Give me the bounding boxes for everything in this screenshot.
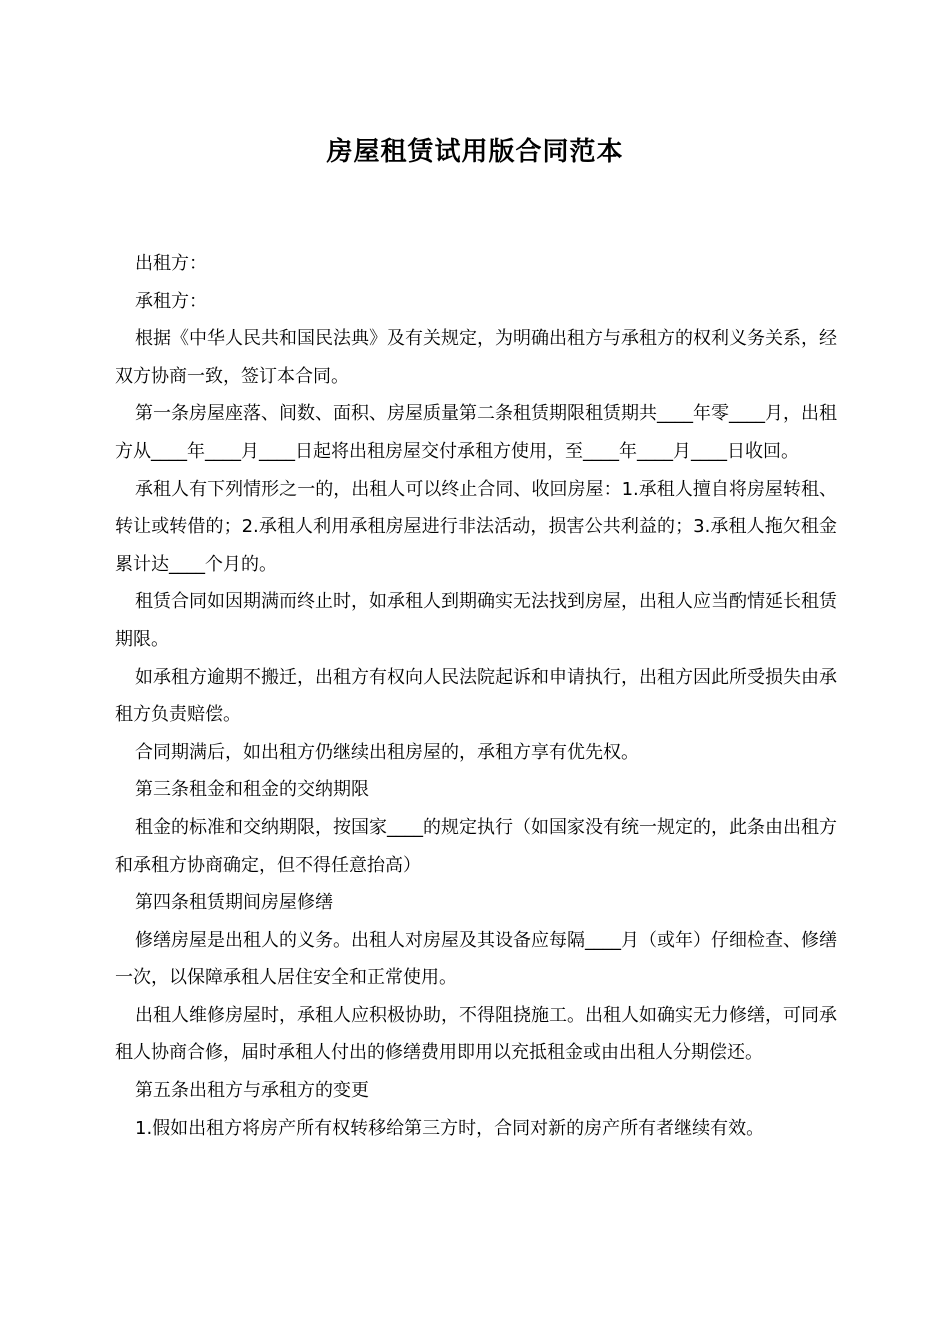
document-body [115, 245, 837, 1147]
extension-paragraph: 租赁合同如因期满而终止时，如承租人到期确实无法找到房屋，出租人应当酌情延长租赁期限。 [115, 591, 837, 650]
ownership-transfer-paragraph: 1.假如出租方将房产所有权转移给第三方时，合同对新的房产所有者继续有效。 [135, 1117, 765, 1139]
rent-standard-paragraph: 租金的标准和交纳期限，按国家____的规定执行（如国家没有统一规定的，此条由出租方和承租方协商确定，但不得任意抬高） [115, 816, 837, 876]
preamble-paragraph: 根据《中华人民共和国民法典》及有关规定，为明确出租方与承租方的权利义务关系，经双方协商一致，签订本合同。 [115, 328, 837, 387]
article-3-heading: 第三条租金和租金的交纳期限 [135, 779, 369, 801]
document-title: 房屋租赁试用版合同范本 [326, 137, 624, 167]
termination-paragraph: 承租人有下列情形之一的，出租人可以终止合同、收回房屋：1.承租人擅自将房屋转租、转让或转借的；2.承租人利用承租房屋进行非法活动，损害公共利益的；3.承租人拖欠租金累计达____个月的。 [115, 478, 837, 575]
lessor-line: 出租方： [135, 253, 207, 274]
article-5-heading: 第五条出租方与承租方的变更 [135, 1080, 369, 1102]
article-4-heading: 第四条租赁期间房屋修缮 [135, 892, 333, 914]
repair-cooperation-paragraph: 出租人维修房屋时，承租人应积极协助，不得阻挠施工。出租人如确实无力修缮，可同承租人协商合修，届时承租人付出的修缮费用即用以充抵租金或由出租人分期偿还。 [115, 1004, 837, 1064]
priority-paragraph: 合同期满后，如出租方仍继续出租房屋的，承租方享有优先权。 [135, 741, 639, 763]
repair-duty-paragraph: 修缮房屋是出租人的义务。出租人对房屋及其设备应每隔____月（或年）仔细检查、修缮一次，以保障承租人居住安全和正常使用。 [115, 929, 837, 989]
eviction-paragraph: 如承租方逾期不搬迁，出租方有权向人民法院起诉和申请执行，出租方因此所受损失由承租方负责赔偿。 [115, 666, 837, 726]
article-1-2-paragraph: 第一条房屋座落、间数、面积、房屋质量第二条租赁期限租赁期共____年零____月，出租方从____年____月____日起将出租房屋交付承租方使用，至____年____月____日收回。 [115, 403, 837, 462]
lessee-line: 承租方： [135, 290, 207, 312]
